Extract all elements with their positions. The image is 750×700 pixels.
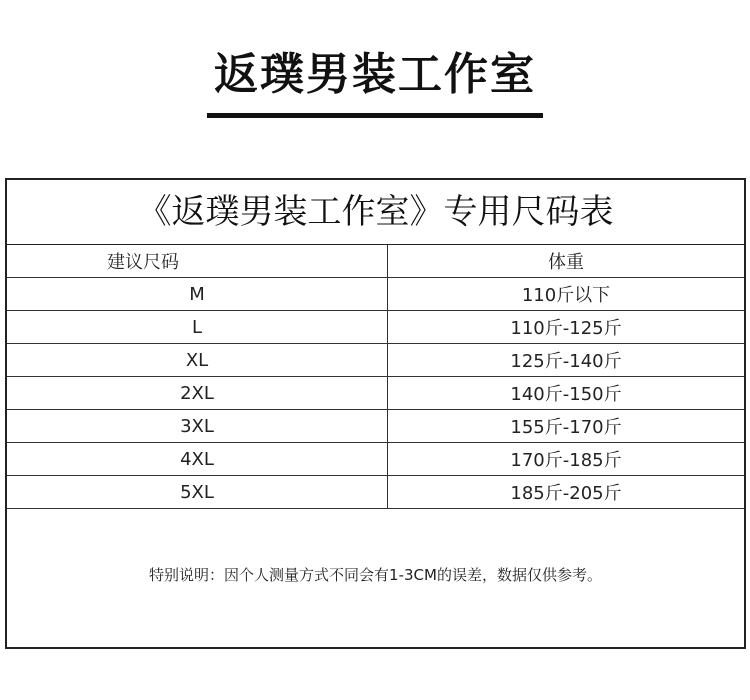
table-row xyxy=(7,344,744,377)
weight-cell: 110斤以下 xyxy=(388,278,745,311)
size-cell: XL xyxy=(7,344,388,377)
weight-cell: 125斤-140斤 xyxy=(388,344,745,377)
size-cell: 4XL xyxy=(7,443,388,476)
size-chart-title: 《返璞男装工作室》专用尺码表 xyxy=(7,180,744,245)
table-row xyxy=(7,278,744,311)
size-cell: M xyxy=(7,278,388,311)
header-weight: 体重 xyxy=(388,245,745,278)
header-size: 建议尺码 xyxy=(7,245,388,278)
weight-cell: 110斤-125斤 xyxy=(388,311,745,344)
table-row xyxy=(7,410,744,443)
table-row xyxy=(7,443,744,476)
size-cell: 2XL xyxy=(7,377,388,410)
size-table xyxy=(7,245,744,509)
table-row xyxy=(7,377,744,410)
size-chart-frame xyxy=(5,178,746,649)
size-note: 特别说明：因个人测量方式不同会有1-3CM的误差，数据仅供参考。 xyxy=(149,566,602,584)
size-cell: 5XL xyxy=(7,476,388,509)
weight-cell: 140斤-150斤 xyxy=(388,377,745,410)
size-cell: 3XL xyxy=(7,410,388,443)
table-row xyxy=(7,476,744,509)
weight-cell: 170斤-185斤 xyxy=(388,443,745,476)
brand-title: 返璞男装工作室 xyxy=(214,49,536,100)
weight-cell: 155斤-170斤 xyxy=(388,410,745,443)
brand-underline xyxy=(207,113,543,118)
table-row xyxy=(7,311,744,344)
size-cell: L xyxy=(7,311,388,344)
table-header-row xyxy=(7,245,744,278)
weight-cell: 185斤-205斤 xyxy=(388,476,745,509)
